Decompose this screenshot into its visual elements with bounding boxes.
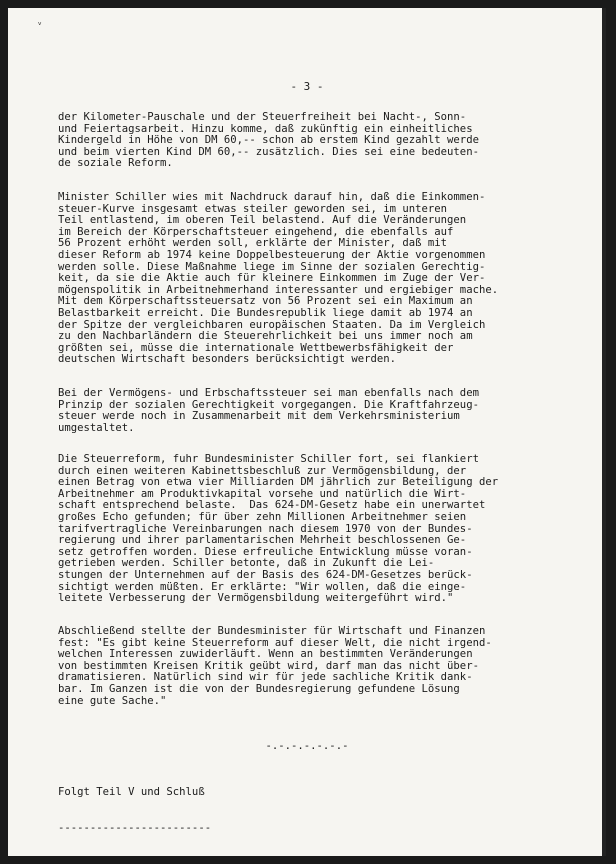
- section-ornament: -.-.-.-.-.-.-: [265, 740, 349, 752]
- footer-label: Folgt Teil V und Schluß: [58, 786, 205, 798]
- paragraph-1: der Kilometer-Pauschale und der Steuerfreiheit bei Nacht-, Sonn- und Feiertagsarbeit. Hinzu komme, daß zukünftig ein einheitliches Kindergeld in Höhe von DM 60,-- schon ab erstem Kind gezahlt werde und beim vierten Kind DM 60,-- zusätzlich. Dies sei eine bedeuten- de soziale Reform.: [58, 111, 479, 170]
- paragraph-2: Minister Schiller wies mit Nachdruck darauf hin, daß die Einkommen- steuer-Kurve insgesamt etwas steiler geworden sei, im unteren Teil entlastend, im oberen Teil belastend. Auf die Veränderungen im Bereich der Körperschaftsteuer eingehend, die ebenfalls auf 56 Prozent erhöht werden soll, erklärte der Minister, daß mit dieser Reform ab 1974 keine Doppelbesteuerung der Aktie vorgenommen werden solle. Diese Maßnahme liege im Sinne der sozialen Gerechtig- keit, da sie die Aktie auch für kleinere Einkommen im Zuge der Ver- mögenspolitik in Arbeitnehmerhand interessanter und ergiebiger mache. Mit dem Körperschaftssteuersatz von 56 Prozent sei ein Maximum an Belastbarkeit erreicht. Die Bundesrepublik liege damit ab 1974 an der Spitze der vergleichbaren europäischen Staaten. Da im Vergleich zu den Nachbarländern die Steuerehrlichkeit bei uns immer noch am größten sei, müsse die internationale Wettbewerbsfähigkeit der deutschen Wirtschaft besonders berücksichtigt werden.: [58, 191, 499, 366]
- footer-underline: ------------------------: [58, 822, 212, 834]
- page-number: - 3 -: [290, 80, 324, 93]
- paragraph-4: Die Steuerreform, fuhr Bundesminister Schiller fort, sei flankiert durch einen weiteren Kabinettsbeschluß zur Vermögensbildung, der einen Betrag von etwa vier Milliarden DM jährlich zur Beteiligung der Arbeitnehmer am Produktivkapital vorsehe und natürlich die Wirt- schaft entsprechend belaste. Das 624-DM-Gesetz habe ein unerwartet großes Echo gefunden; für über zehn Millionen Arbeitnehmer seien tarifvertragliche Vereinbarungen nach diesem 1970 von der Bundes- regierung und ihrer parlamentarischen Mehrheit beschlossenen Ge- setz getroffen worden. Diese erfreuliche Entwicklung müsse voran- getrieben werden. Schiller betonte, daß in Zukunft die Lei- stungen der Unternehmen auf der Basis des 624-DM-Gesetzes berück- sichtigt werden müßten. Er erklärte: "Wir wollen, daß die einge- leitete Verbesserung der Vermögensbildung weitergeführt wird.": [58, 453, 499, 605]
- document-page: [8, 8, 606, 856]
- footer-note: [58, 762, 211, 856]
- paragraph-5: Abschließend stellte der Bundesminister für Wirtschaft und Finanzen fest: "Es gibt keine Steuerreform auf dieser Welt, die nicht irgend- welchen Interessen zuwiderläuft. Wenn an bestimmten Veränderungen von bestimmten Kreisen Kritik geübt wird, darf man das nicht über- dramatisieren. Natürlich sind wir für jede sachliche Kritik dank- bar. Im Ganzen ist die von der Bundesregierung gefundene Lösung eine gute Sache.": [58, 625, 492, 707]
- paragraph-3: Bei der Vermögens- und Erbschaftssteuer sei man ebenfalls nach dem Prinzip der sozialen Gerechtigkeit vorgegangen. Die Kraftfahrzeug- steuer werde noch in Zusammenarbeit mit dem Verkehrsministerium umgestaltet.: [58, 387, 479, 434]
- corner-mark: ᵛ: [38, 21, 42, 31]
- scan-edge: [602, 8, 606, 856]
